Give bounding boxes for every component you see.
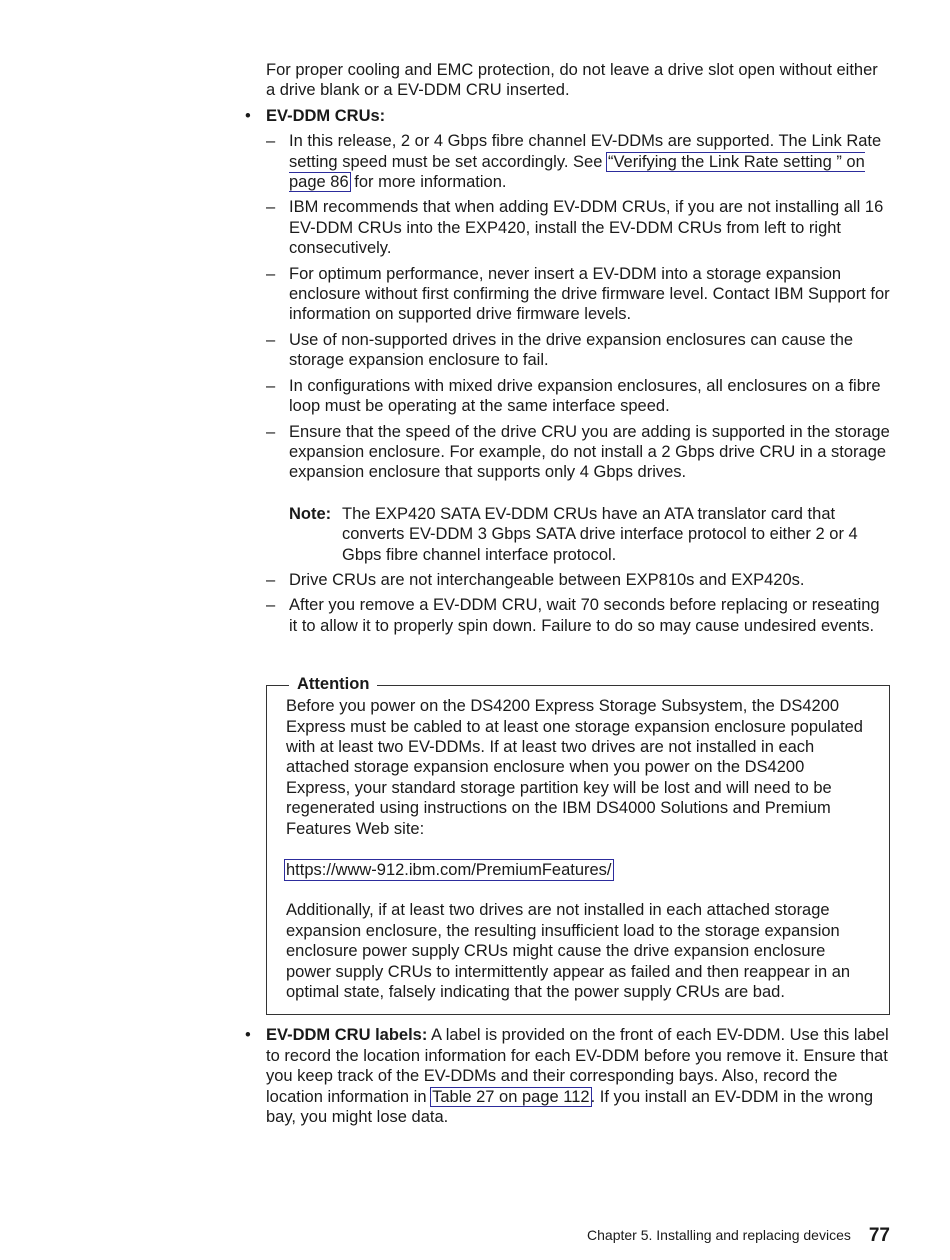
dash-marker: – [266,132,276,151]
bullet-ev-ddm-crus [245,106,890,636]
intro-paragraph: For proper cooling and EMC protection, do not leave a drive slot open without either a drive blank or a EV-DDM CRU inserted. [266,61,878,100]
bullet-marker: • [245,106,251,125]
list-item [266,264,890,325]
list-item [266,570,890,590]
attention-paragraph-1: Before you power on the DS4200 Express Storage Subsystem, the DS4200 Express must be cabled to at least one storage expansion enclosure populated with at least two EV-DDMs. If at least two drives are not installed in each attached storage expansion enclosure when you power on the DS4200 Express, your standard storage partition key will be lost and will need to be regenerated using instructions on the IBM DS4000 Solutions and Premium Features Web site: [286,697,863,838]
list-item [266,376,890,417]
link-table-27[interactable]: Table 27 on page 112 [432,1087,590,1106]
dash-marker: – [266,422,276,441]
bullet-marker: • [245,1026,251,1045]
link-verifying-link-rate[interactable]: “Verifying the Link Rate setting ” on page 86 [289,152,865,192]
item-text: Drive CRUs are not interchangeable between EXP810s and EXP420s. [289,570,805,589]
list-item [266,422,890,483]
page-footer [587,1225,890,1247]
dash-marker: – [266,596,276,615]
page-number: 77 [868,1225,890,1246]
item-text: IBM recommends that when adding EV-DDM CRUs, if you are not installing all 16 EV-DDM CRUs into the EXP420, install the EV-DDM CRUs from left to right consecutively. [289,198,884,258]
attention-box [266,675,890,1015]
item-text: In this release, 2 or 4 Gbps fibre channel EV-DDMs are supported. The Link Rate setting speed must be set accordingly. See [289,132,882,171]
bullet-label: EV-DDM CRU labels: [266,1026,428,1045]
item-text: . If you install an EV-DDM in the wrong bay, you might lose data. [266,1087,874,1127]
premium-features-link[interactable]: https://www-912.ibm.com/PremiumFeatures/ [284,859,614,881]
attention-title: Attention [289,674,377,694]
item-text: Ensure that the speed of the drive CRU you are adding is supported in the storage expansion enclosure. For example, do not install a 2 Gbps drive CRU in a storage expansion enclosure that supports only 4 Gbps drives. [289,422,890,482]
page-content [245,60,890,1127]
item-text: A label is provided on the front of each EV-DDM. Use this label to record the location information for each EV-DDM before you remove it. Ensure that you keep track of the EV-DDMs and their corresponding bays. Also, record the location information in [266,1026,889,1106]
note [266,504,890,565]
list-item [266,197,890,258]
dash-marker: – [266,570,276,589]
item-text: After you remove a EV-DDM CRU, wait 70 seconds before replacing or reseating it to allow it to properly spin down. Failure to do so may cause undesired events. [289,596,880,635]
dash-marker: – [266,376,276,395]
note-text: The EXP420 SATA EV-DDM CRUs have an ATA translator card that converts EV-DDM 3 Gbps SATA drive interface protocol to either 2 or 4 Gbps fibre channel interface protocol. [342,504,858,564]
dash-marker: – [266,264,276,283]
attention-url-line [286,859,871,881]
bullet-ev-ddm-cru-labels [245,1025,890,1127]
bullet-label: EV-DDM CRUs: [266,106,386,125]
list-item [266,330,890,371]
attention-paragraph-2: Additionally, if at least two drives are not installed in each attached storage expansion enclosure, the resulting insufficient load to the storage expansion enclosure power supply CRUs might cause the drive expansion enclosure power supply CRUs to intermittently appear as failed and then reappear in an optimal state, falsely indicating that the power supply CRUs are bad. [286,901,851,1002]
dash-marker: – [266,198,276,217]
dash-marker: – [266,330,276,349]
list-item [266,131,890,192]
list-item [266,595,890,636]
note-label: Note: [289,504,332,523]
item-text: In configurations with mixed drive expansion enclosures, all enclosures on a fibre loop must be operating at the same interface speed. [289,376,881,416]
item-text: For optimum performance, never insert a EV-DDM into a storage expansion enclosure without first confirming the drive firmware level. Contact IBM Support for information on supported drive firmware levels. [289,264,890,324]
dash-list [266,131,890,636]
footer-chapter: Chapter 5. Installing and replacing devices [587,1227,851,1243]
item-text: Use of non-supported drives in the drive expansion enclosures can cause the storage expansion enclosure to fail. [289,330,854,370]
item-text: for more information. [349,173,507,192]
